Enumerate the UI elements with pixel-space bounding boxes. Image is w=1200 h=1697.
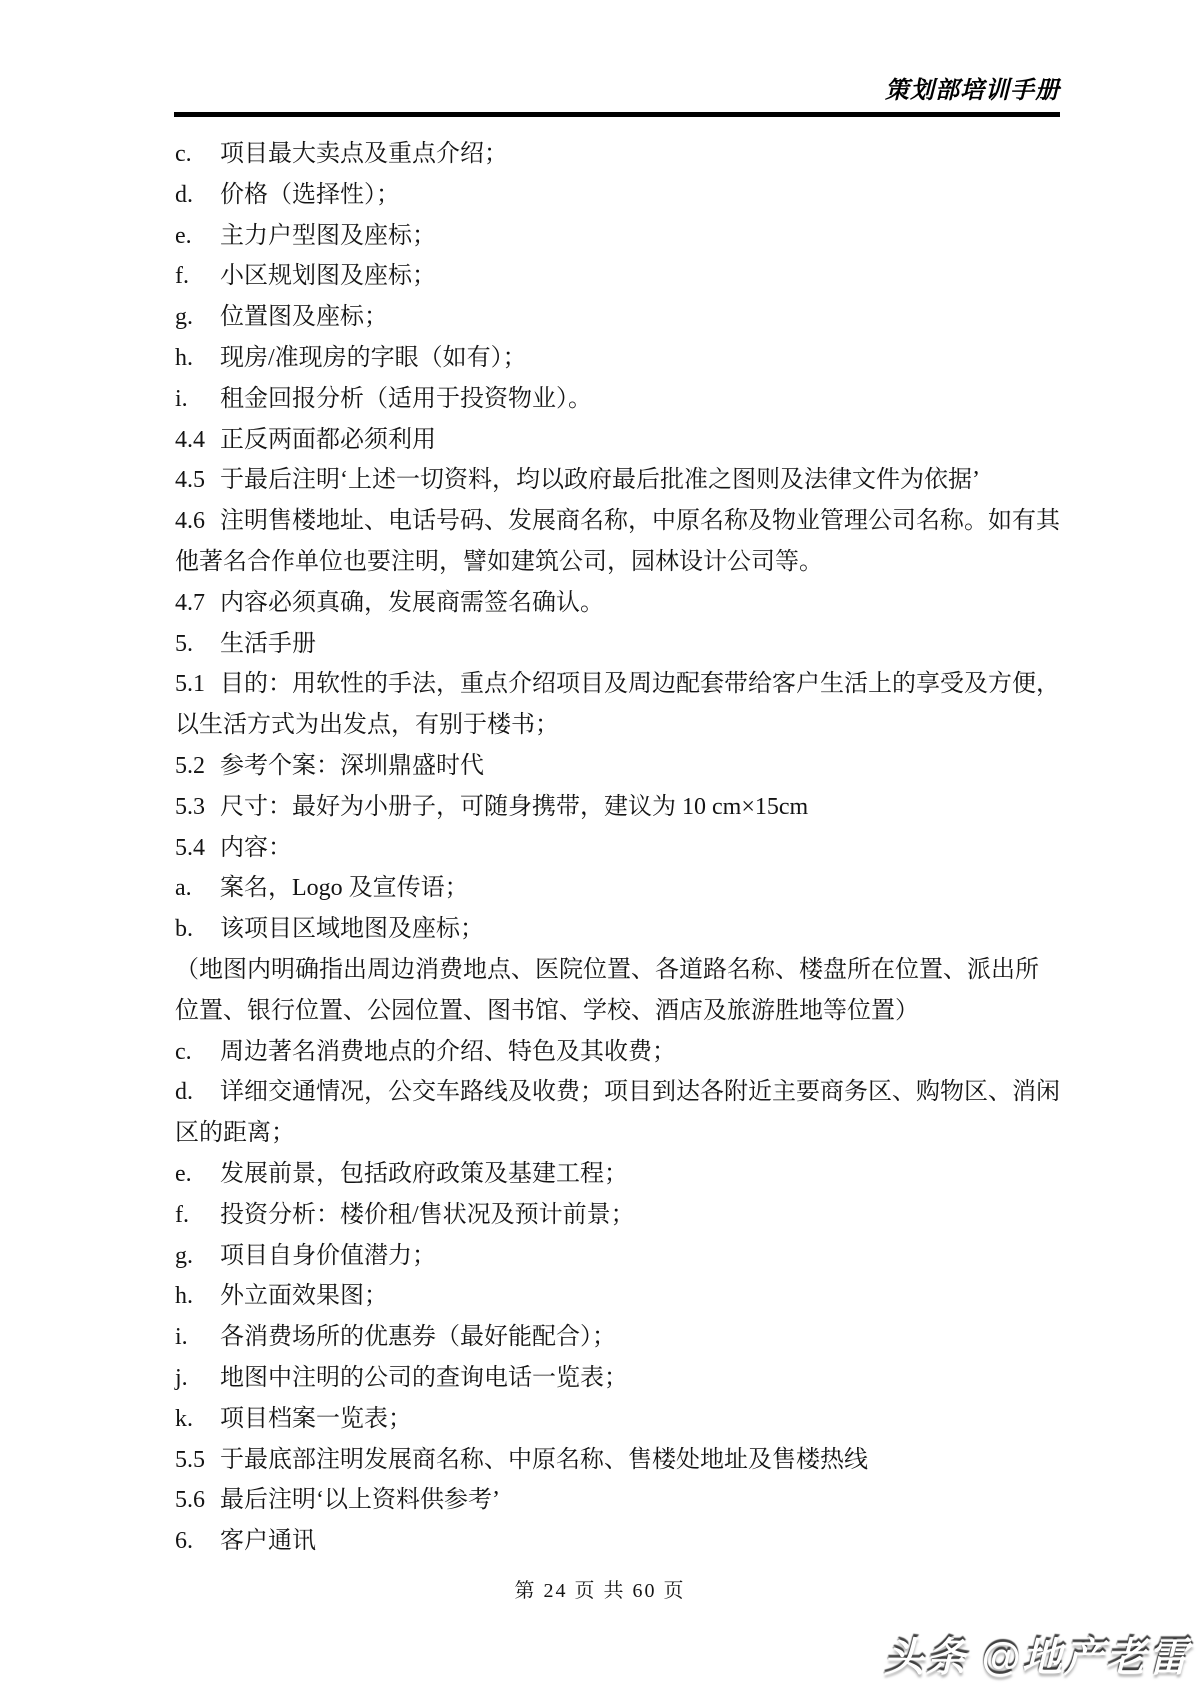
page-number: 第 24 页 共 60 页: [514, 1580, 686, 1602]
line-text: 地图中注明的公司的查询电话一览表；: [220, 1364, 628, 1391]
list-marker: 4.5: [175, 467, 205, 494]
line-text: 项目自身价值潜力；: [220, 1242, 436, 1269]
list-marker: 5.6: [175, 1487, 205, 1514]
line-text: 尺寸：最好为小册子，可随身携带，建议为 10 cm×15cm: [220, 793, 809, 820]
text-line: [175, 1236, 1065, 1277]
text-line: [175, 256, 1065, 297]
text-line: [175, 1317, 1065, 1358]
text-line: [175, 746, 1065, 787]
text-line: [175, 338, 1065, 379]
line-text: 该项目区域地图及座标；: [220, 916, 484, 943]
line-text: 最后注明‘以上资料供参考’: [220, 1487, 500, 1514]
list-marker: b.: [175, 916, 193, 943]
list-marker: 5.2: [175, 752, 205, 779]
text-line: 以生活方式为出发点，有别于楼书；: [175, 712, 559, 739]
line-text: 租金回报分析（适用于投资物业）。: [220, 385, 592, 412]
line-text: 生活手册: [220, 630, 316, 657]
text-line: [175, 1195, 1065, 1236]
line-text: 外立面效果图；: [220, 1283, 388, 1310]
text-line: [175, 1440, 1065, 1481]
line-text: 内容必须真确，发展商需签名确认。: [220, 589, 604, 616]
list-marker: i.: [175, 385, 188, 412]
line-text: 正反两面都必须利用: [220, 426, 436, 453]
text-line: [175, 1521, 1065, 1562]
line-text: 发展前景，包括政府政策及基建工程；: [220, 1160, 628, 1187]
document-body: [175, 134, 1065, 1562]
text-line: [175, 1072, 1065, 1113]
text-line: [175, 420, 1065, 461]
line-text: 各消费场所的优惠券（最好能配合）；: [220, 1324, 616, 1351]
line-text: 项目最大卖点及重点介绍；: [220, 141, 508, 167]
text-line: 位置、银行位置、公园位置、图书馆、学校、酒店及旅游胜地等位置）: [175, 997, 919, 1024]
list-marker: i.: [175, 1324, 188, 1351]
header-title: 策划部培训手册: [885, 78, 1060, 104]
text-line: [175, 624, 1065, 665]
line-text: 于最底部注明发展商名称、中原名称、售楼处地址及售楼热线: [220, 1446, 868, 1473]
line-text: 主力户型图及座标；: [220, 222, 436, 249]
list-marker: f.: [175, 263, 189, 290]
list-marker: e.: [175, 1160, 192, 1187]
text-line: [175, 379, 1065, 420]
text-line: [175, 1358, 1065, 1399]
list-marker: 4.6: [175, 508, 205, 535]
list-marker: 4.7: [175, 589, 205, 616]
list-marker: c.: [175, 141, 192, 167]
text-line: 区的距离；: [175, 1120, 295, 1147]
line-text: 小区规划图及座标；: [220, 263, 436, 290]
text-line: [175, 1154, 1065, 1195]
text-line: [175, 1399, 1065, 1440]
list-marker: h.: [175, 1283, 193, 1310]
line-text: 客户通讯: [220, 1528, 316, 1555]
line-text: 目的：用软性的手法，重点介绍项目及周边配套带给客户生活上的享受及方便，: [220, 671, 1060, 698]
list-marker: 5.4: [175, 834, 205, 861]
text-line: [175, 909, 1065, 950]
line-text: 参考个案：深圳鼎盛时代: [220, 752, 484, 779]
list-marker: a.: [175, 875, 192, 902]
list-marker: 5.5: [175, 1446, 205, 1473]
line-text: 价格（选择性）；: [220, 181, 400, 208]
text-line: [175, 460, 1065, 501]
list-marker: h.: [175, 344, 193, 371]
list-marker: 5.1: [175, 671, 205, 698]
header-rule: [174, 112, 1060, 117]
text-line: [175, 175, 1065, 216]
text-line: [175, 1276, 1065, 1317]
list-marker: 4.4: [175, 426, 205, 453]
list-marker: 6.: [175, 1528, 193, 1555]
list-marker: c.: [175, 1038, 192, 1065]
line-text: 周边著名消费地点的介绍、特色及其收费；: [220, 1038, 676, 1065]
list-marker: k.: [175, 1405, 193, 1432]
list-marker: 5.: [175, 630, 193, 657]
text-line: [175, 664, 1065, 705]
text-line: [175, 297, 1065, 338]
line-text: 内容：: [220, 834, 292, 861]
list-marker: g.: [175, 304, 193, 331]
line-text: 于最后注明‘上述一切资料，均以政府最后批准之图则及法律文件为依据’: [220, 467, 980, 494]
text-line: [175, 828, 1065, 869]
text-line: [175, 1032, 1065, 1073]
text-line: [175, 583, 1065, 624]
page-footer: [0, 1574, 1200, 1603]
text-line: [175, 787, 1065, 828]
line-text: 详细交通情况，公交车路线及收费；项目到达各附近主要商务区、购物区、消闲: [220, 1079, 1060, 1106]
list-marker: f.: [175, 1201, 189, 1228]
list-marker: e.: [175, 222, 192, 249]
text-line: [175, 501, 1065, 542]
text-line: [175, 868, 1065, 909]
line-text: 位置图及座标；: [220, 304, 388, 331]
line-text: 项目档案一览表；: [220, 1405, 412, 1432]
text-line: （地图内明确指出周边消费地点、医院位置、各道路名称、楼盘所在位置、派出所: [175, 956, 1039, 983]
list-marker: g.: [175, 1242, 193, 1269]
line-text: 案名，Logo 及宣传语；: [220, 875, 469, 902]
text-line: [175, 216, 1065, 257]
text-line: [175, 1480, 1065, 1521]
line-text: 投资分析：楼价租/售状况及预计前景；: [220, 1201, 635, 1228]
text-line: 他著名合作单位也要注明，譬如建筑公司，园林设计公司等。: [175, 548, 823, 575]
line-text: 注明售楼地址、电话号码、发展商名称，中原名称及物业管理公司名称。如有其: [220, 508, 1060, 535]
list-marker: j.: [175, 1364, 188, 1391]
text-line: [175, 134, 1065, 175]
list-marker: 5.3: [175, 793, 205, 820]
list-marker: d.: [175, 1079, 193, 1106]
watermark: 头条 @地产老雷: [883, 1636, 1190, 1680]
list-marker: d.: [175, 181, 193, 208]
line-text: 现房/准现房的字眼（如有）；: [220, 344, 527, 371]
